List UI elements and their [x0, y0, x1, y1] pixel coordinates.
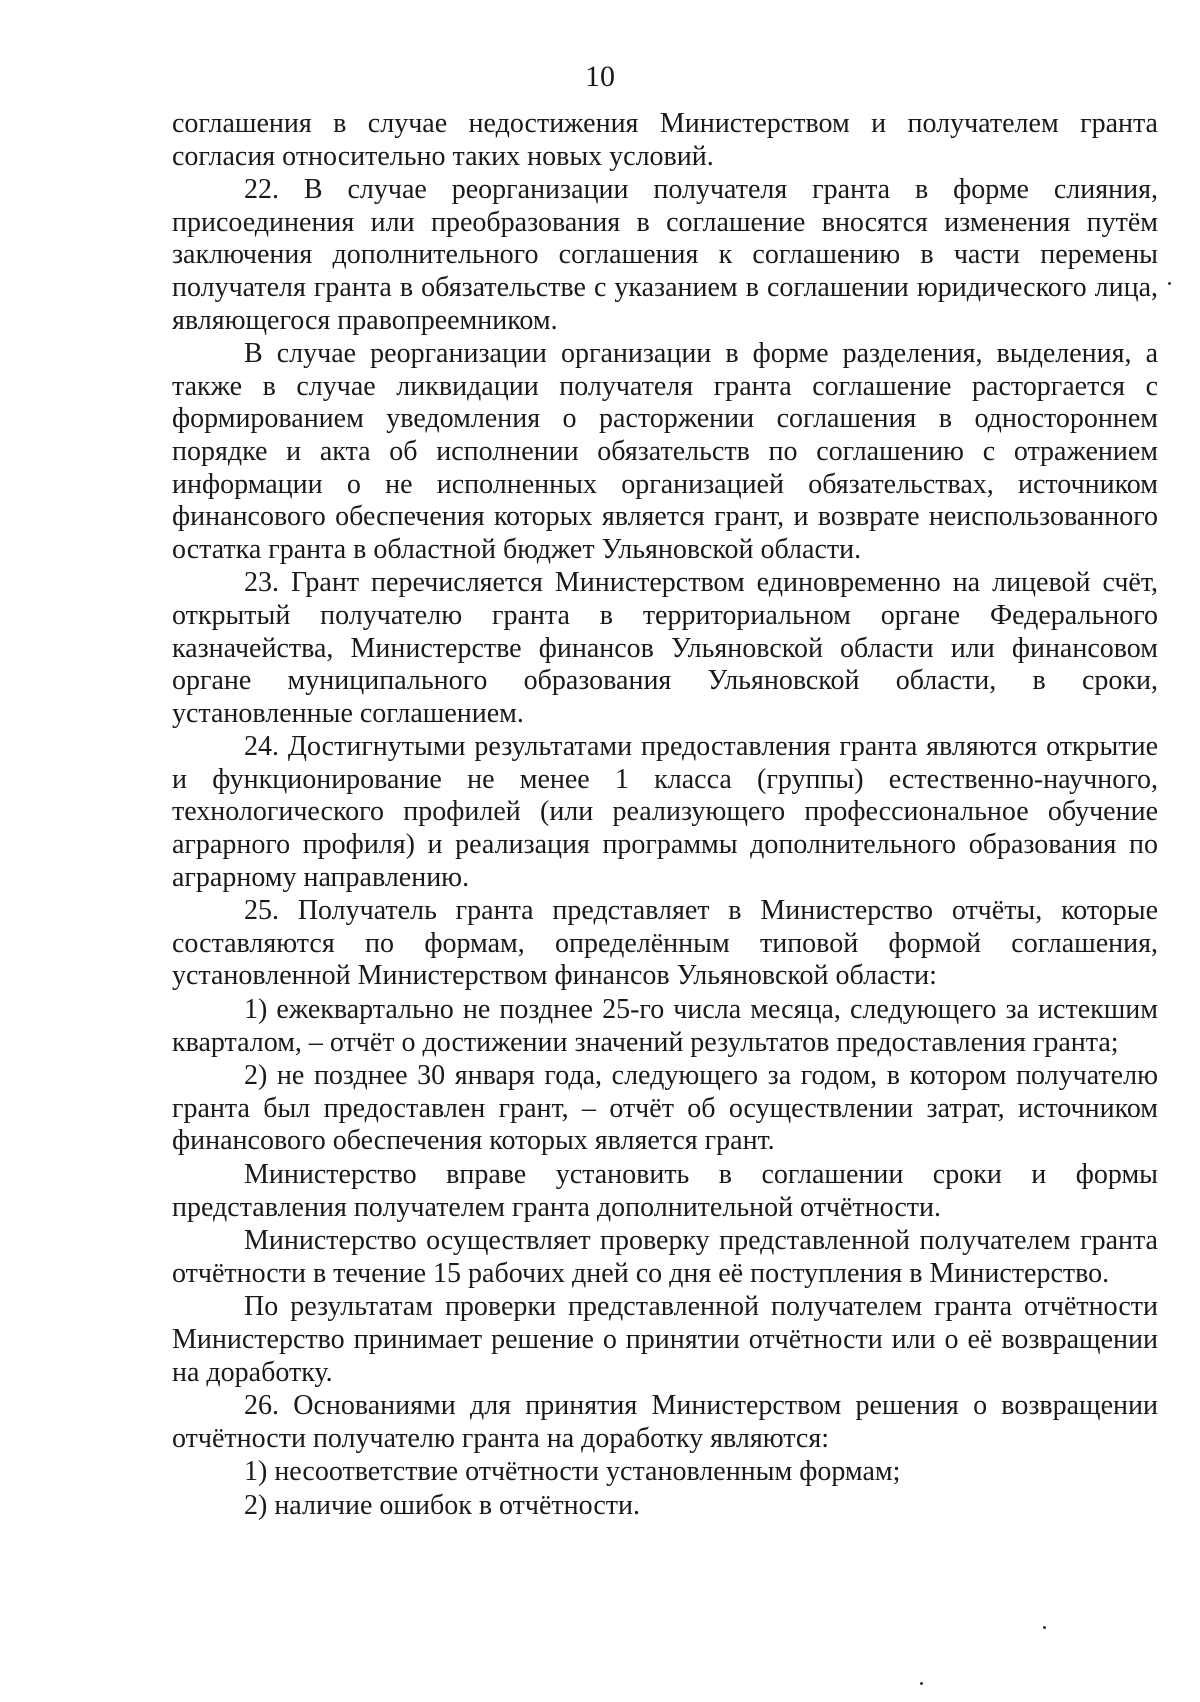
- paragraph-clause-25: 25. Получатель гранта представляет в Министерство отчёты, которые составляются по формам, определённым типовой формой соглашения, установленной Министерством финансов Ульяновской области:: [172, 895, 1158, 992]
- scan-speck: [920, 1682, 923, 1685]
- paragraph-additional-reporting: Министерство вправе установить в соглашении сроки и формы представления получателем гранта дополнительной отчётности.: [172, 1159, 1158, 1223]
- paragraph-continuation: соглашения в случае недостижения Министерством и получателем гранта согласия относительно таких новых условий.: [172, 108, 1158, 172]
- document-body: [172, 108, 1158, 1524]
- paragraph-clause-26: 26. Основаниями для принятия Министерством решения о возвращении отчётности получателю гранта на доработку являются:: [172, 1390, 1158, 1454]
- paragraph-reorganization-division: В случае реорганизации организации в форме разделения, выделения, а также в случае ликвидации получателя гранта соглашение расторгается с формированием уведомления о расторжении соглашения в одностороннем порядке и акта об исполнении обязательств по соглашению с отражением информации о не исполненных организацией обязательствах, источником финансового обеспечения которых является грант, и возврате неиспользованного остатка гранта в областной бюджет Ульяновской области.: [172, 338, 1158, 565]
- scan-speck: [1043, 1626, 1046, 1629]
- list-item-annual-report: 2) не позднее 30 января года, следующего за годом, в котором получателю гранта был предоставлен грант, – отчёт об осуществлении затрат, источником финансового обеспечения которых является грант.: [172, 1060, 1158, 1157]
- paragraph-clause-23: 23. Грант перечисляется Министерством единовременно на лицевой счёт, открытый получателю гранта в территориальном органе Федерального казначейства, Министерстве финансов Ульяновской области или финансовом органе муниципального образования Ульяновской области, в сроки, установленные соглашением.: [172, 567, 1158, 729]
- paragraph-verification: Министерство осуществляет проверку представленной получателем гранта отчётности в течение 15 рабочих дней со дня её поступления в Министерство.: [172, 1225, 1158, 1289]
- list-item-errors: 2) наличие ошибок в отчётности.: [244, 1489, 640, 1521]
- list-item-quarterly-report: 1) ежеквартально не позднее 25-го числа месяца, следующего за истекшим кварталом, – отчёт о достижении значений результатов предоставления гранта;: [172, 994, 1158, 1058]
- page-number: 10: [585, 60, 615, 93]
- paragraph-clause-24: 24. Достигнутыми результатами предоставления гранта являются открытие и функционирование не менее 1 класса (группы) естественно-научного, технологического профилей (или реализующего профессиональное обучение аграрного профиля) и реализация программы дополнительного образования по аграрному направлению.: [172, 731, 1158, 893]
- paragraph-clause-22: 22. В случае реорганизации получателя гранта в форме слияния, присоединения или преобразования в соглашение вносятся изменения путём заключения дополнительного соглашения к соглашению в части перемены получателя гранта в обязательстве с указанием в соглашении юридического лица, являющегося правопреемником.: [172, 174, 1158, 336]
- paragraph-decision: По результатам проверки представленной получателем гранта отчётности Министерство принимает решение о принятии отчётности или о её возвращении на доработку.: [172, 1291, 1158, 1388]
- scan-speck: [1168, 282, 1171, 285]
- list-item-nonconformity: 1) несоответствие отчётности установленным формам;: [244, 1456, 901, 1488]
